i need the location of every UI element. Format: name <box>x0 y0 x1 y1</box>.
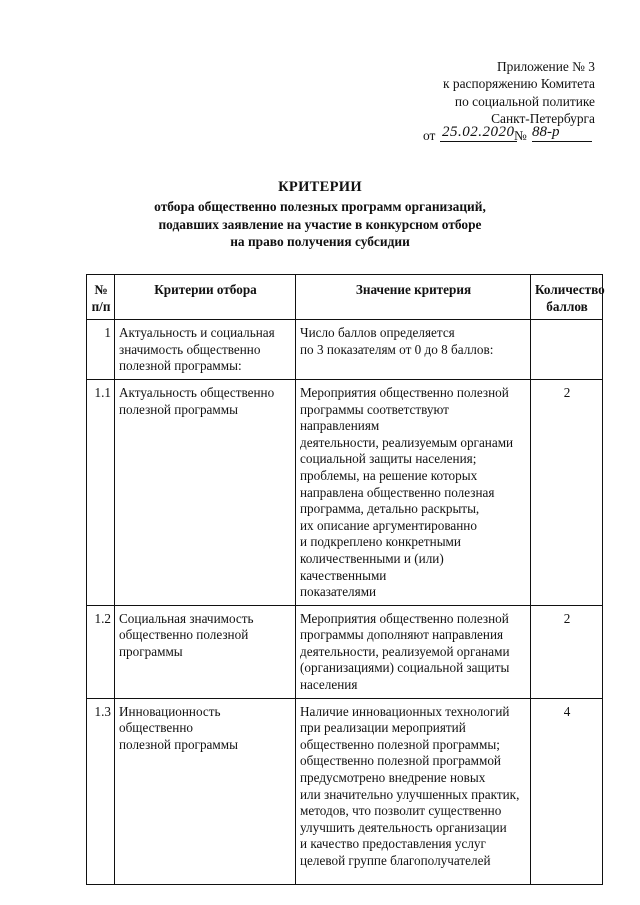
title-subline: подавших заявление на участие в конкурсном отборе <box>158 216 482 232</box>
row-number: 1.3 <box>87 698 115 884</box>
date-prefix: от <box>423 128 436 144</box>
row-score: 2 <box>531 379 603 605</box>
number-prefix: № <box>514 128 527 144</box>
appendix-line: по социальной политике <box>454 93 595 109</box>
handwritten-order-number: 88-р <box>532 124 592 142</box>
appendix-line: Приложение № 3 <box>496 59 595 74</box>
table-row <box>87 605 603 698</box>
row-criterion: Инновационность общественно полезной программы <box>115 698 296 884</box>
table-header-row <box>87 275 603 320</box>
row-number: 1.1 <box>87 379 115 605</box>
row-score: 2 <box>531 605 603 698</box>
order-date-number-line <box>390 124 595 144</box>
table-row <box>87 320 603 380</box>
row-value: Мероприятия общественно полезной программы дополняют направления деятельности, реализуемой органами (организациями) социальной защиты населения <box>296 605 531 698</box>
row-value: Мероприятия общественно полезной программы соответствуют направлениям деятельности, реализуемым органами социальной защиты населения; проблемы, на решение которых направлена общественно полезная программа, детально раскрыты, их описание аргументированно и подкреплено конкретными количественными и (или) качественными показателями <box>296 379 531 605</box>
header-criterion: Критерии отбора <box>115 275 296 320</box>
appendix-block <box>390 58 595 144</box>
row-number: 1.2 <box>87 605 115 698</box>
criteria-table <box>86 274 603 885</box>
title-subline: на право получения субсидии <box>230 234 410 249</box>
header-value: Значение критерия <box>296 275 531 320</box>
appendix-line: к распоряжению Комитета <box>443 76 595 92</box>
row-criterion: Социальная значимость общественно полезной программы <box>115 605 296 698</box>
header-number: № п/п <box>87 275 115 320</box>
row-value: Наличие инновационных технологий при реализации мероприятий общественно полезной программы; общественно полезной программой предусмотрено внедрение новых или значительно улучшенных практик, методов, что позволит существенно улучшить деятельность организации и качество предоставления услуг целевой группе благополучателей <box>296 698 531 884</box>
handwritten-date: 25.02.2020 <box>442 124 515 141</box>
title-subline: отбора общественно полезных программ организаций, <box>154 199 486 214</box>
appendix-line: Санкт-Петербурга <box>491 110 595 126</box>
title-main: КРИТЕРИИ <box>278 179 362 195</box>
document-title <box>0 177 640 251</box>
row-criterion: Актуальность и социальная значимость общественно полезной программы: <box>115 320 296 380</box>
row-score: 4 <box>531 698 603 884</box>
row-criterion: Актуальность общественно полезной программы <box>115 379 296 605</box>
row-value: Число баллов определяется по 3 показателям от 0 до 8 баллов: <box>296 320 531 380</box>
row-number: 1 <box>87 320 115 380</box>
table-row <box>87 698 603 884</box>
row-score <box>531 320 603 380</box>
header-score: Количество баллов <box>531 275 603 320</box>
table-row <box>87 379 603 605</box>
